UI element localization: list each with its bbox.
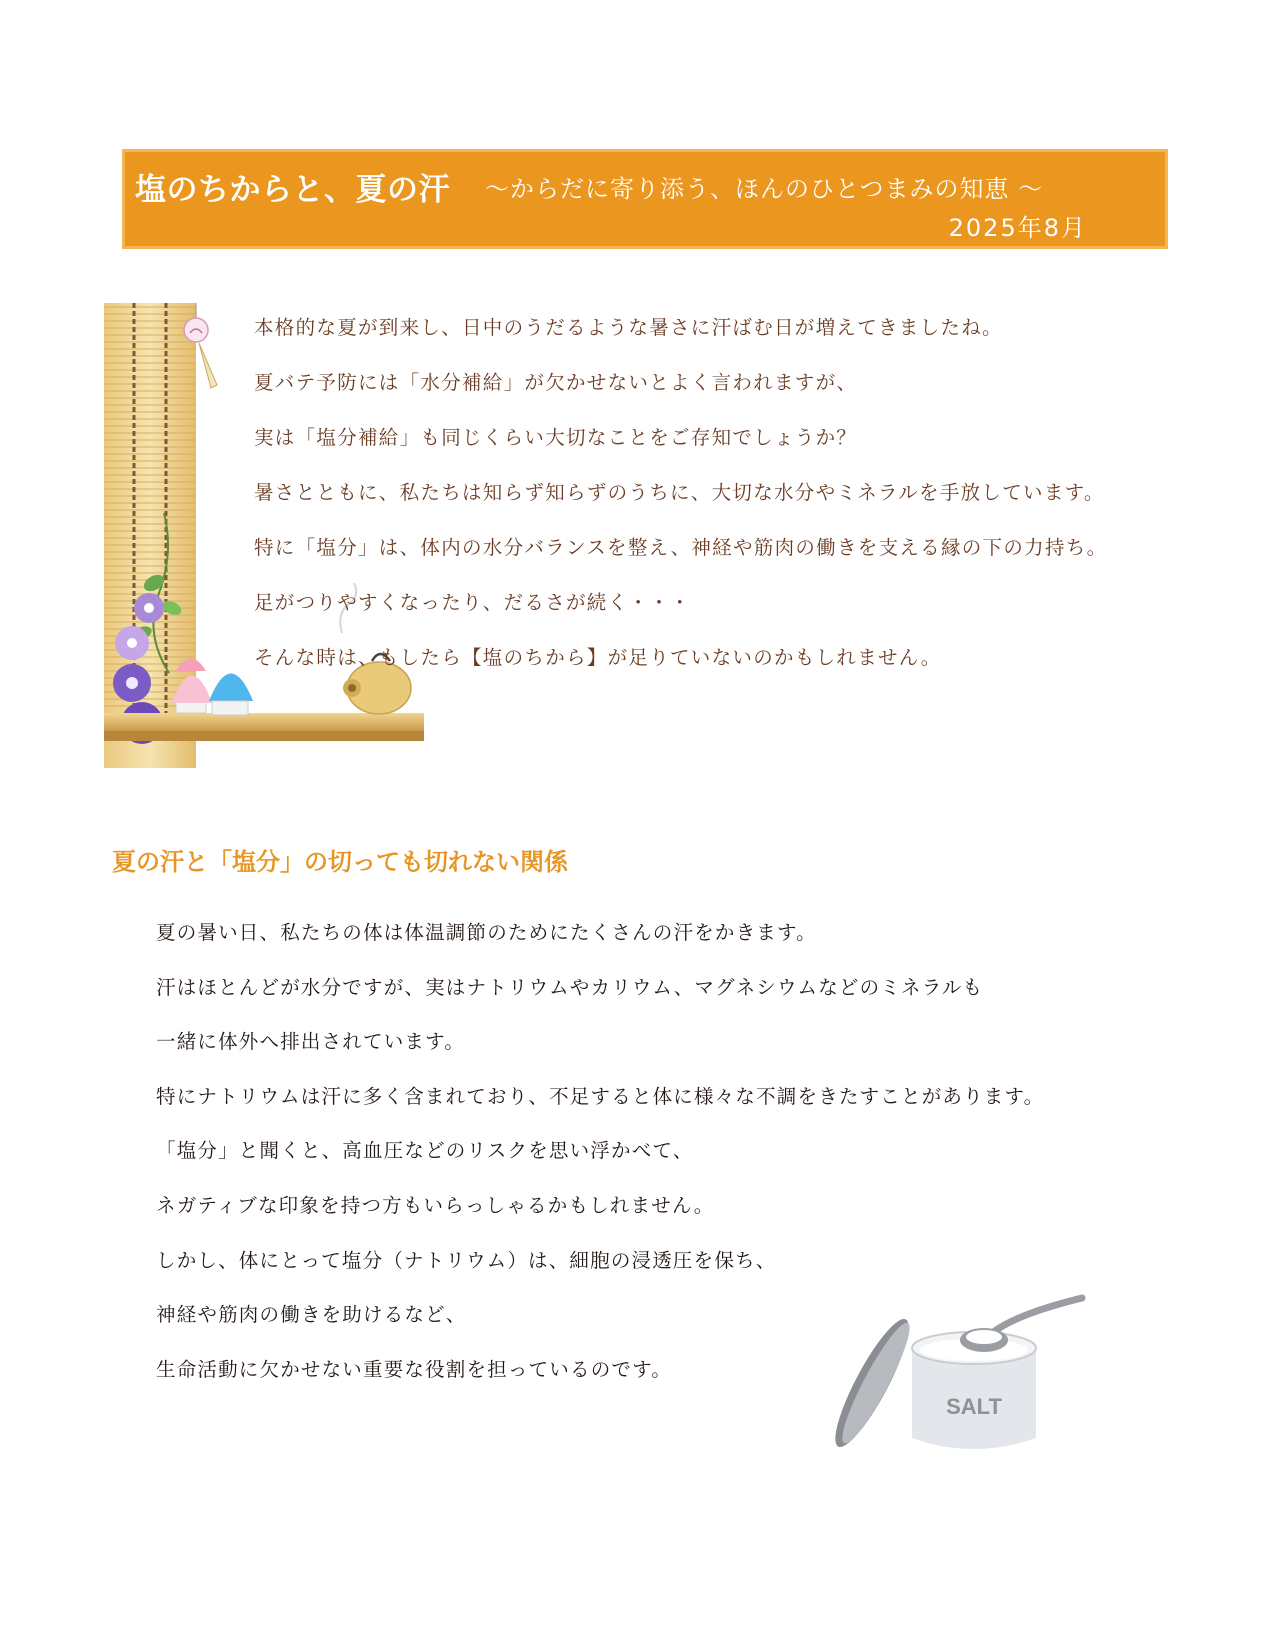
- page-subtitle: ～からだに寄り添う、ほんのひとつまみの知恵 ～: [485, 175, 1044, 203]
- intro-line: 本格的な夏が到来し、日中のうだるような暑さに汗ばむ日が増えてきましたね。: [254, 316, 1003, 339]
- intro-line: 足がつりやすくなったり、だるさが続く・・・: [254, 591, 691, 614]
- body-line: 生命活動に欠かせない重要な役割を担っているのです。: [156, 1357, 672, 1381]
- salt-jar-illustration: [832, 1288, 1087, 1460]
- body-line: 神経や筋肉の働きを助けるなど、: [156, 1303, 467, 1327]
- intro-line: そんな時は、もしたら【塩のちから】が足りていないのかもしれません。: [254, 646, 942, 669]
- page-title: 塩のちからと、夏の汗: [135, 172, 450, 208]
- body-line: 特にナトリウムは汗に多く含まれており、不足すると体に様々な不調をきたすことがあります。: [156, 1084, 1045, 1108]
- header-banner: [122, 149, 1168, 249]
- shaved-ice-icon: [172, 659, 253, 716]
- body-line: 一緒に体外へ排出されています。: [156, 1030, 465, 1054]
- body-line: 「塩分」と聞くと、高血圧などのリスクを思い浮かべて、: [156, 1139, 694, 1163]
- body-line: しかし、体にとって塩分（ナトリウム）は、細胞の浸透圧を保ち、: [156, 1248, 777, 1272]
- body-line: 夏の暑い日、私たちの体は体温調節のためにたくさんの汗をかきます。: [156, 921, 817, 944]
- intro-text: [254, 313, 1154, 698]
- section-heading: 夏の汗と「塩分」の切っても切れない関係: [112, 848, 568, 876]
- intro-line: 夏バテ予防には「水分補給」が欠かせないとよく言われますが、: [254, 371, 858, 394]
- salt-label: SALT: [946, 1394, 1002, 1419]
- intro-line: 暑さとともに、私たちは知らず知らずのうちに、大切な水分やミネラルを手放しています。: [254, 481, 1105, 504]
- issue-date: 2025年8月: [948, 214, 1087, 242]
- intro-line: 実は「塩分補給」も同じくらい大切なことをご存知でしょうか？: [254, 426, 858, 449]
- intro-line: 特に「塩分」は、体内の水分バランスを整え、神経や筋肉の働きを支える縁の下の力持ち。: [254, 536, 1108, 559]
- body-line: ネガティブな印象を持つ方もいらっしゃるかもしれません。: [156, 1193, 715, 1217]
- body-line: 汗はほとんどが水分ですが、実はナトリウムやカリウム、マグネシウムなどのミネラルも: [156, 975, 984, 999]
